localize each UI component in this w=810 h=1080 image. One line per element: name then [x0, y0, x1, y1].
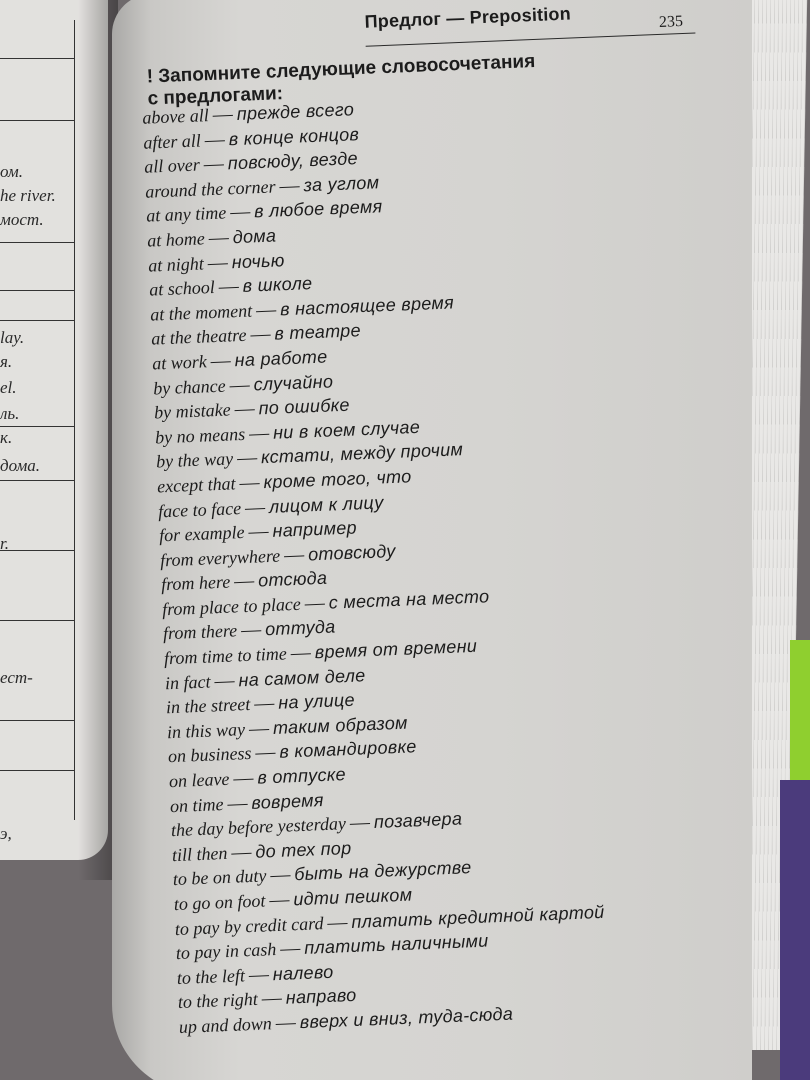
page-header: [364, 0, 695, 47]
phrase-entry: except that — кроме того, что: [156, 466, 412, 497]
phrase-entry: to the left — налево: [176, 961, 334, 988]
phrase-entry: face to face — лицом к лицу: [157, 491, 384, 521]
english-phrase: on business: [167, 743, 252, 767]
english-phrase: after all: [142, 130, 202, 153]
english-phrase: the day before yesterday: [170, 813, 347, 841]
english-phrase: on time: [169, 793, 224, 816]
russian-translation: в школе: [242, 273, 313, 297]
table-line: [0, 242, 74, 243]
table-line: [0, 320, 74, 321]
table-line: [0, 720, 74, 721]
russian-translation: ни в коем случае: [272, 416, 421, 443]
phrase-entry: all over — повсюду, везде: [143, 148, 359, 177]
russian-translation: в конце концов: [228, 123, 360, 149]
table-line: [0, 770, 74, 771]
phrase-entry: for example — например: [158, 517, 358, 546]
phrase-entry: by chance — случайно: [152, 370, 334, 399]
english-phrase: from time to time: [163, 643, 288, 669]
english-phrase: in this way: [166, 718, 246, 743]
russian-translation: ночью: [231, 249, 286, 272]
left-page-fragment: ом.: [0, 162, 23, 181]
english-phrase: above all: [141, 105, 210, 128]
phrase-entry: up and down — вверх и вниз, туда-сюда: [178, 1003, 514, 1037]
english-phrase: around the corner: [144, 176, 276, 202]
russian-translation: лицом к лицу: [268, 491, 384, 517]
left-page-fragment: э,: [0, 824, 12, 843]
left-page-fragment: к.: [0, 428, 13, 447]
russian-translation: оттуда: [264, 616, 336, 640]
left-page-fragment: r.: [0, 534, 9, 553]
phrase-entry: around the corner — за углом: [144, 172, 380, 202]
russian-translation: идти пешком: [292, 884, 413, 910]
table-line: [0, 480, 74, 481]
russian-translation: с места на место: [328, 586, 490, 613]
english-phrase: by the way: [155, 448, 234, 472]
russian-translation: в командировке: [279, 736, 417, 763]
phrase-entry: from there — оттуда: [162, 616, 336, 644]
phrase-entry: on leave — в отпуске: [168, 764, 347, 792]
russian-translation: вовремя: [251, 789, 325, 813]
phrase-entry: the day before yesterday — позавчера: [170, 808, 463, 841]
english-phrase: till then: [171, 842, 228, 865]
english-phrase: from here: [160, 571, 231, 595]
english-phrase: at night: [147, 252, 205, 276]
phrase-entry: at school — в школе: [148, 273, 313, 300]
russian-translation: в настоящее время: [279, 292, 455, 320]
left-page-fragment: he river.: [0, 186, 56, 205]
phrase-entry: on time — вовремя: [169, 789, 325, 816]
russian-translation: вверх и вниз, туда-сюда: [299, 1003, 514, 1033]
phrase-entry: till then — до тех пор: [171, 837, 352, 865]
phrase-entry: in fact — на самом деле: [164, 664, 366, 693]
russian-translation: дома: [232, 225, 277, 248]
left-page-fragment: мост.: [0, 210, 44, 229]
phrase-entry: above all — прежде всего: [141, 99, 355, 128]
english-phrase: for example: [158, 522, 245, 546]
page-text: [128, 0, 730, 1074]
phrase-entry: at the theatre — в театре: [150, 320, 362, 349]
heading-line: ! Запомните следующие словосочетания: [146, 50, 536, 88]
phrase-entry: at home — дома: [146, 225, 277, 251]
phrase-entry: at any time — в любое время: [145, 196, 383, 227]
russian-translation: до тех пор: [254, 837, 352, 862]
english-phrase: by chance: [152, 375, 227, 399]
table-line: [0, 620, 74, 621]
english-phrase: from there: [162, 620, 238, 644]
phrase-entry: in the street — на улице: [165, 689, 356, 718]
english-phrase: on leave: [168, 768, 230, 792]
phrase-entry: from everywhere — отовсюду: [159, 540, 396, 571]
phrase-entry: from place to place — с места на место: [161, 586, 490, 620]
phrase-entry: at work — на работе: [151, 346, 328, 374]
left-page-fragment: ест-: [0, 668, 33, 687]
table-line: [0, 426, 74, 427]
english-phrase: face to face: [157, 497, 242, 521]
phrase-entry: from here — отсюда: [160, 567, 328, 595]
english-phrase: by mistake: [153, 399, 232, 423]
english-phrase: all over: [143, 154, 201, 177]
russian-translation: в любое время: [253, 196, 383, 222]
phrase-entry: to the right — направо: [177, 985, 357, 1013]
english-phrase: at school: [148, 277, 216, 300]
phrase-entry: at the moment — в настоящее время: [149, 292, 455, 325]
russian-translation: на работе: [234, 346, 328, 371]
english-phrase: to pay by credit card: [174, 912, 324, 939]
phrase-entry: at night — ночью: [147, 249, 286, 276]
english-phrase: to pay in cash: [175, 939, 277, 964]
english-phrase: except that: [156, 473, 236, 497]
russian-translation: кстати, между прочим: [260, 439, 464, 468]
cover-green-strip: [790, 640, 810, 780]
russian-translation: направо: [285, 985, 357, 1009]
english-phrase: at the moment: [149, 300, 253, 325]
phrase-entry: to pay in cash — платить наличными: [175, 930, 489, 964]
russian-translation: кроме того, что: [263, 466, 412, 493]
english-phrase: at the theatre: [150, 325, 247, 349]
phrase-entry: by the way — кстати, между прочим: [155, 439, 464, 472]
left-page-fragment: ль.: [0, 404, 20, 423]
russian-translation: случайно: [253, 370, 334, 395]
phrase-entry: by no means — ни в коем случае: [154, 416, 421, 448]
english-phrase: from everywhere: [159, 545, 281, 571]
russian-translation: по ошибке: [258, 394, 351, 419]
english-phrase: in fact: [164, 671, 211, 693]
phrase-entry: to go on foot — идти пешком: [173, 884, 413, 915]
russian-translation: платить наличными: [303, 930, 489, 959]
table-line: [0, 58, 74, 59]
phrase-entry: in this way — таким образом: [166, 712, 409, 743]
russian-translation: на самом деле: [238, 664, 366, 690]
english-phrase: to go on foot: [173, 890, 266, 915]
russian-translation: позавчера: [373, 808, 463, 833]
russian-translation: отовсюду: [307, 540, 396, 565]
table-line: [0, 120, 74, 121]
table-line: [0, 290, 74, 291]
russian-translation: прежде всего: [236, 99, 355, 124]
english-phrase: to the right: [177, 989, 259, 1013]
russian-translation: повсюду, везде: [227, 148, 359, 174]
phrase-entry: after all — в конце концов: [142, 123, 360, 153]
english-phrase: up and down: [178, 1013, 273, 1037]
russian-translation: платить кредитной картой: [351, 901, 605, 932]
russian-translation: быть на дежурстве: [293, 857, 472, 885]
russian-translation: отсюда: [257, 567, 328, 591]
phrase-entry: on business — в командировке: [167, 736, 417, 767]
phrase-entry: by mistake — по ошибке: [153, 394, 351, 423]
phrase-entry: from time to time — время от времени: [163, 635, 478, 669]
russian-translation: на улице: [277, 689, 356, 714]
english-phrase: in the street: [165, 694, 251, 718]
russian-translation: таким образом: [272, 712, 409, 738]
running-head: Предлог — Preposition: [364, 3, 572, 32]
heading-line: с предлогами:: [147, 83, 284, 110]
english-phrase: to the left: [176, 965, 246, 988]
left-page-fragment: el.: [0, 378, 17, 397]
russian-translation: за углом: [303, 172, 380, 196]
english-phrase: at any time: [145, 202, 227, 227]
phrase-entry: to pay by credit card — платить кредитной картой: [174, 901, 605, 939]
phrase-entry: to be on duty — быть на дежурстве: [172, 857, 472, 890]
english-phrase: by no means: [154, 423, 246, 448]
page-number: 235: [658, 12, 684, 31]
left-page-fragment: я.: [0, 352, 13, 371]
russian-translation: например: [272, 517, 358, 541]
left-page-fragment: дома.: [0, 456, 41, 475]
english-phrase: at work: [151, 351, 208, 374]
russian-translation: в театре: [274, 320, 362, 344]
cover-purple-strip: [780, 780, 810, 1080]
russian-translation: время от времени: [314, 635, 478, 663]
phrase-list: [142, 90, 609, 1041]
russian-translation: налево: [272, 961, 334, 984]
left-page-fragment: lay.: [0, 328, 25, 347]
english-phrase: from place to place: [161, 593, 302, 620]
russian-translation: в отпуске: [256, 764, 347, 788]
english-phrase: to be on duty: [172, 865, 267, 890]
english-phrase: at home: [146, 228, 206, 251]
